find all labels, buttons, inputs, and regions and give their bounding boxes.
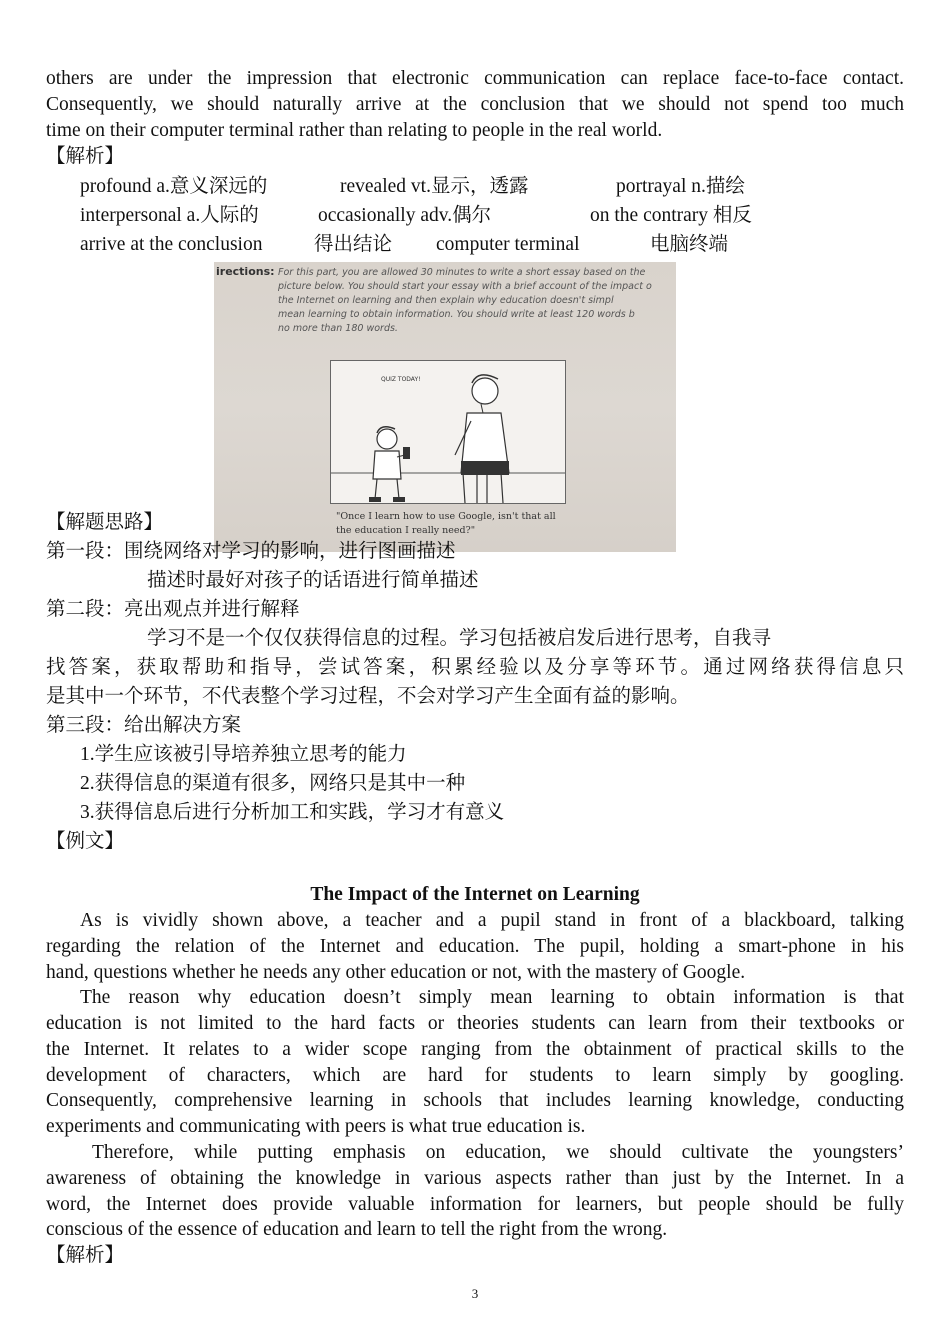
essay-line: awareness of obtaining the knowledge in various aspects rather than just by the Internet. In a bbox=[46, 1168, 904, 1189]
directions-line: no more than 180 words. bbox=[278, 323, 398, 334]
essay-line: The reason why education doesn’t simply mean learning to obtain information is that bbox=[80, 987, 904, 1008]
text-line: others are under the impression that electronic communication can replace face-to-face contact. bbox=[46, 68, 904, 89]
essay-line: Consequently, comprehensive learning in schools that includes learning knowledge, conducting bbox=[46, 1090, 904, 1111]
essay-line: Therefore, while putting emphasis on education, we should cultivate the youngsters’ bbox=[92, 1142, 904, 1163]
vocab-row bbox=[80, 203, 752, 229]
section-heading: 【例文】 bbox=[46, 831, 125, 852]
paragraph-label: 第一段：围绕网络对学习的影响，进行图画描述 bbox=[46, 541, 456, 562]
vocab-item: 电脑终端 bbox=[650, 234, 729, 255]
list-item: 3.获得信息后进行分析加工和实践，学习才有意义 bbox=[80, 802, 505, 823]
cartoon-caption: "Once I learn how to use Google, isn't that all bbox=[336, 511, 556, 522]
vocab-item: profound a.意义深远的 bbox=[80, 176, 268, 197]
essay-line: hand, questions whether he needs any other education or not, with the mastery of Google. bbox=[46, 962, 746, 983]
vocab-item: on the contrary 相反 bbox=[590, 205, 752, 226]
essay-line: education is not limited to the hard facts or theories students can learn from their textbooks or bbox=[46, 1013, 904, 1034]
paragraph-label: 第三段：给出解决方案 bbox=[46, 715, 242, 736]
essay-line: development of characters, which are hard for students to learn simply by googling. bbox=[46, 1065, 904, 1086]
section-heading: 【解题思路】 bbox=[46, 512, 164, 533]
cartoon-drawing bbox=[331, 361, 565, 503]
list-item: 1.学生应该被引导培养独立思考的能力 bbox=[80, 744, 407, 765]
paragraph-label: 第二段：亮出观点并进行解释 bbox=[46, 599, 300, 620]
text-line: time on their computer terminal rather than relating to people in the real world. bbox=[46, 120, 663, 141]
directions-label: irections: bbox=[216, 265, 275, 278]
vocab-item: 得出结论 bbox=[314, 234, 393, 255]
text-line: Consequently, we should naturally arrive at the conclusion that we should not spend too much bbox=[46, 94, 904, 115]
essay-line: the Internet. It relates to a wider scope ranging from the obtainment of practical skills to the bbox=[46, 1039, 904, 1060]
essay-line: As is vividly shown above, a teacher and a pupil stand in front of a blackboard, talking bbox=[80, 910, 904, 931]
cartoon-illustration bbox=[330, 360, 566, 504]
vocab-item: computer terminal bbox=[436, 234, 580, 255]
vocab-item: occasionally adv.偶尔 bbox=[318, 205, 492, 226]
vocab-item: revealed vt.显示，透露 bbox=[340, 176, 529, 197]
directions-line: mean learning to obtain information. You should write at least 120 words b bbox=[278, 309, 635, 320]
list-item: 2.获得信息的渠道有很多，网络只是其中一种 bbox=[80, 773, 466, 794]
essay-line: regarding the relation of the Internet and education. The pupil, holding a smart-phone in his bbox=[46, 936, 904, 957]
section-heading: 【解析】 bbox=[46, 1245, 125, 1266]
cartoon-caption: the education I really need?" bbox=[336, 525, 476, 536]
board-text: QUIZ TODAY! bbox=[381, 376, 421, 383]
text-line: 是其中一个环节，不代表整个学习过程，不会对学习产生全面有益的影响。 bbox=[46, 686, 690, 707]
vocab-row bbox=[80, 174, 745, 200]
vocab-item: portrayal n.描绘 bbox=[616, 176, 745, 197]
essay-line: conscious of the essence of education and learn to tell the right from the wrong. bbox=[46, 1219, 668, 1240]
text-line: 找答案，获取帮助和指导，尝试答案，积累经验以及分享等环节。通过网络获得信息只 bbox=[46, 657, 904, 678]
vocab-item: arrive at the conclusion bbox=[80, 234, 263, 255]
exam-prompt-photo bbox=[214, 262, 676, 552]
essay-line: word, the Internet does provide valuable information for learners, but people should be fully bbox=[46, 1194, 904, 1215]
essay-line: experiments and communicating with peers is what true education is. bbox=[46, 1116, 586, 1137]
text-line: 描述时最好对孩子的话语进行简单描述 bbox=[147, 570, 479, 591]
section-heading: 【解析】 bbox=[46, 146, 125, 167]
directions-line: picture below. You should start your essay with a brief account of the impact o bbox=[278, 281, 652, 292]
directions-line: For this part, you are allowed 30 minutes to write a short essay based on the bbox=[278, 267, 646, 278]
page-number: 3 bbox=[471, 1286, 479, 1301]
directions-line: the Internet on learning and then explain why education doesn't simpl bbox=[278, 295, 614, 306]
vocab-row bbox=[80, 232, 728, 258]
text-line: 学习不是一个仅仅获得信息的过程。学习包括被启发后进行思考，自我寻 bbox=[147, 628, 772, 649]
vocab-item: interpersonal a.人际的 bbox=[80, 205, 259, 226]
essay-title: The Impact of the Internet on Learning bbox=[310, 884, 640, 905]
